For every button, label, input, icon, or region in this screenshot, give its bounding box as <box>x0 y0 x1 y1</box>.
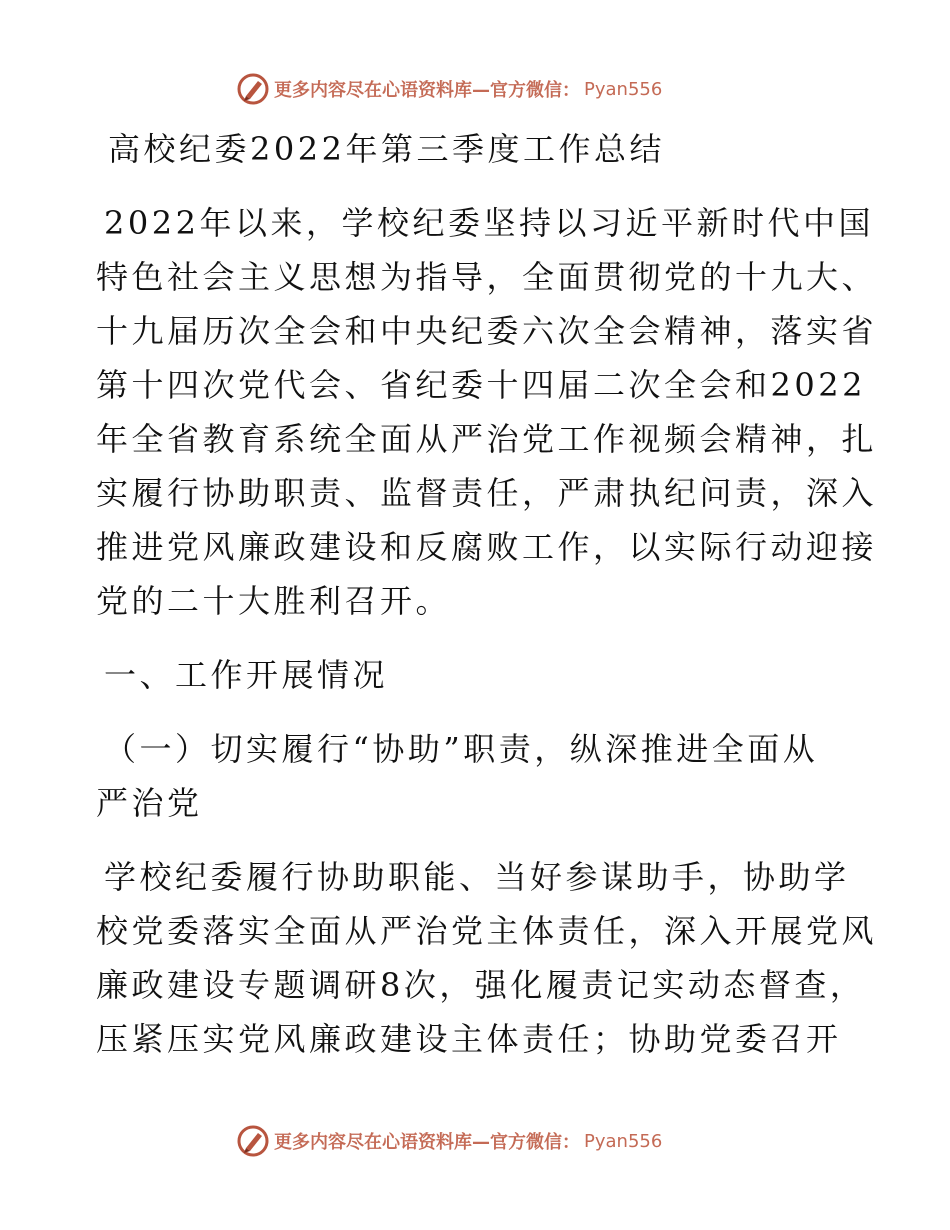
pen-logo-icon <box>236 72 270 106</box>
subsection-heading <box>96 722 856 830</box>
paragraph-line: 特色社会主义思想为指导，全面贯彻党的十九大、 <box>96 258 878 296</box>
subsection-heading-line: 严治党 <box>96 784 203 822</box>
paragraph-line: 学校纪委履行协助职能、当好参谋助手，协助学 <box>104 858 850 896</box>
paragraph-line: 校党委落实全面从严治党主体责任，深入开展党风 <box>96 912 878 950</box>
watermark-footer <box>236 1124 662 1158</box>
paragraph-line: 推进党风廉政建设和反腐败工作，以实际行动迎接 <box>96 528 878 566</box>
intro-paragraph <box>96 196 878 628</box>
paragraph-line: 压紧压实党风廉政建设主体责任；协助党委召开 <box>96 1020 842 1058</box>
pen-logo-icon <box>236 1124 270 1158</box>
watermark-text: 更多内容尽在心语资料库—官方微信： <box>274 80 580 101</box>
watermark-header <box>236 72 662 106</box>
paragraph-line: 实履行协助职责、监督责任，严肃执纪问责，深入 <box>96 474 878 512</box>
document-title: 高校纪委2022年第三季度工作总结 <box>108 130 665 168</box>
paragraph-line: 十九届历次全会和中央纪委六次全会精神，落实省 <box>96 312 878 350</box>
watermark-handle: Pyan556 <box>584 78 663 100</box>
paragraph-line: 2022年以来，学校纪委坚持以习近平新时代中国 <box>104 204 874 242</box>
watermark-handle: Pyan556 <box>584 1130 663 1152</box>
section-heading: 一、工作开展情况 <box>104 656 389 694</box>
paragraph-line: 党的二十大胜利召开。 <box>96 582 452 620</box>
paragraph-line: 廉政建设专题调研8次，强化履责记实动态督查， <box>96 966 866 1004</box>
document-body <box>96 122 878 1066</box>
subsection-heading-line: （一）切实履行“协助”职责，纵深推进全面从 <box>104 730 819 768</box>
paragraph-line: 第十四次党代会、省纪委十四届二次全会和2022 <box>96 366 866 404</box>
watermark-text: 更多内容尽在心语资料库—官方微信： <box>274 1132 580 1153</box>
body-paragraph <box>96 850 878 1066</box>
paragraph-line: 年全省教育系统全面从严治党工作视频会精神，扎 <box>96 420 878 458</box>
